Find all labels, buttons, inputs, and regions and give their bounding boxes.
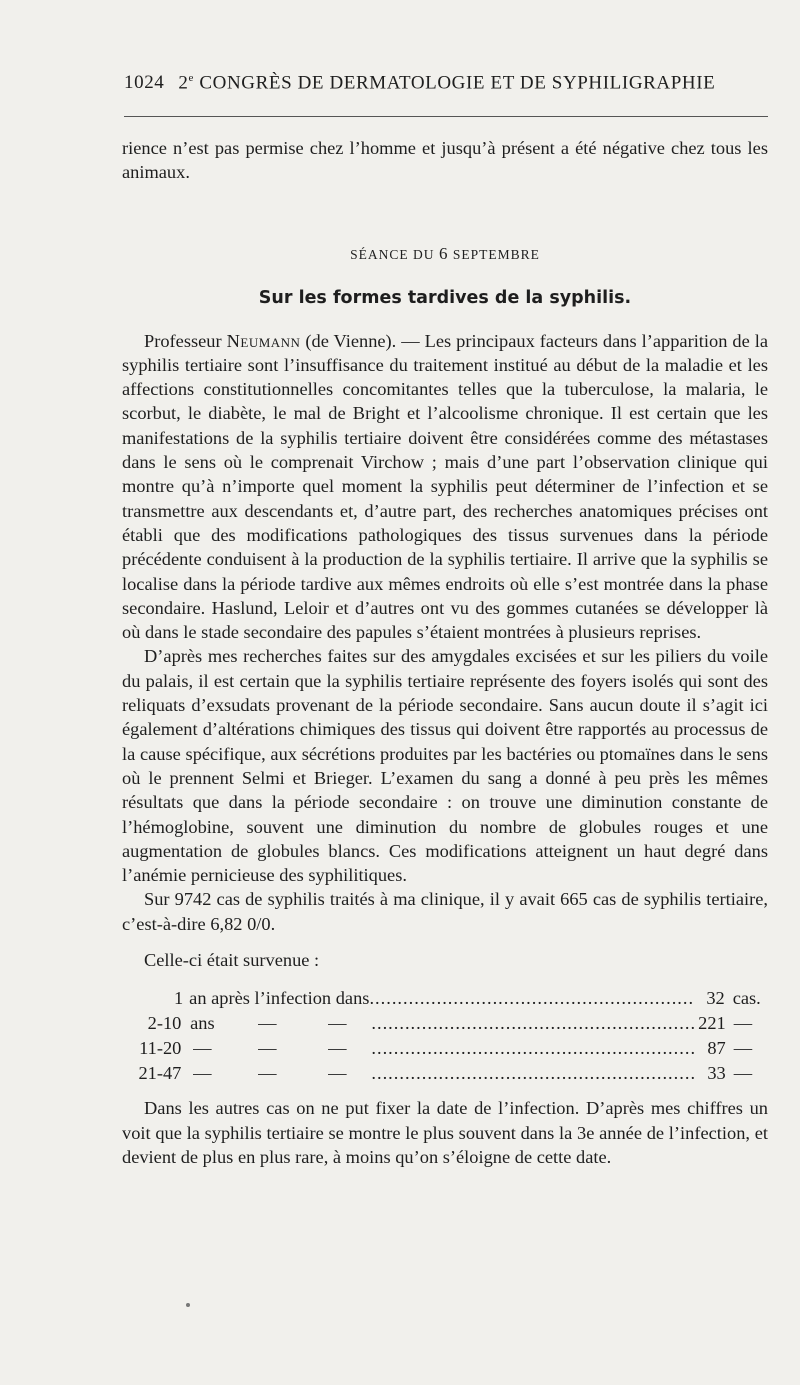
row-unit: cas. [732, 988, 761, 1009]
page-number: 1024 [124, 72, 165, 94]
article-title: Sur les formes tardives de la syphilis. [258, 287, 632, 308]
table-row [122, 1036, 768, 1061]
leader-dots: .......................................................... [371, 1063, 697, 1084]
author-name: Neumann [226, 330, 301, 351]
table-row [122, 1011, 768, 1036]
row-label-text: — [193, 1063, 212, 1084]
row-value: 33 [707, 1063, 726, 1084]
row-unit: — [733, 1013, 753, 1034]
session-heading [122, 244, 768, 265]
row-years: 2-10 [147, 1013, 182, 1034]
table-row [122, 986, 768, 1011]
row-label [187, 1011, 357, 1035]
ditto-dash: — [258, 1013, 277, 1034]
row-value: 221 [698, 1013, 726, 1034]
leader-dots: .......................................................... [369, 988, 695, 1009]
intro-paragraph: rience n’est pas permise chez l’homme et jusqu’à présent a été négative chez tous les animaux. [122, 138, 768, 183]
p1-lead: Professeur [144, 330, 227, 351]
paragraph-5: Dans les autres cas on ne put fixer la date de l’infection. D’après mes chiffres un voit que la syphilis tertiaire se montre le plus souvent dans la 3e année de l’infection, et devient de plus en plus rare, à moins qu’on s’éloigne de cette date. [122, 1098, 768, 1167]
ditto-dash: — [328, 1013, 347, 1034]
table-row [122, 1061, 768, 1086]
leader-dots: .......................................................... [371, 1038, 697, 1059]
onset-table [122, 986, 768, 1086]
row-unit: — [733, 1063, 753, 1084]
ditto-dash: — [258, 1038, 277, 1059]
paragraph-2: D’après mes recherches faites sur des amygdales excisées et sur les piliers du voile du palais, il est certain que la syphilis tertiaire représente des foyers isolés qui sont des reliquats d’exsudats provenant de la période secondaire. Sans aucun doute il s’agit ici également d’altérations chimiques des tissus qui doivent être rapportés au processus de la cause spécifique, aux sécrétions produites par les bactéries ou ptomaïnes dans le sens où le prennent Selmi et Brieger. L’examen du sang a donné à peu près les mêmes résultats que dans la période secondaire : on trouve une diminution constante de l’hémoglobine, souvent une diminution du nombre de globules rouges et une augmentation de globules blancs. Ces modifications atteignent un haut degré dans l’anémie pernicieuse des syphilitiques. [122, 646, 768, 886]
header-title: CONGRÈS DE DERMATOLOGIE ET DE SYPHILIGRAPHIE [194, 72, 716, 94]
row-value: 32 [706, 988, 725, 1009]
row-label [187, 1036, 357, 1060]
row-label [187, 1061, 357, 1085]
paper-speck [186, 1303, 190, 1307]
paragraph-3: Sur 9742 cas de syphilis traités à ma clinique, il y avait 665 cas de syphilis tertiaire, c’est-à-dire 6,82 0/0. [122, 889, 768, 934]
row-unit: — [733, 1038, 753, 1059]
row-label-text: ans [190, 1013, 215, 1034]
row-label: an après l’infection dans [189, 988, 370, 1009]
header-title-prefix: 2 [178, 72, 189, 94]
header-rule [124, 116, 768, 117]
ditto-dash: — [328, 1038, 347, 1059]
row-years: 11-20 [139, 1038, 182, 1059]
p1-text: (de Vienne). — Les principaux facteurs dans l’apparition de la syphilis tertiaire sont l’insuffisance du traitement institué au début de la maladie et les affections constitutionnelles concomitantes telles que la tuberculose, la malaria, le scorbut, le diabète, le mal de Bright et l’alcoolisme chronique. Il est certain que les manifestations de la syphilis tertiaire doivent être considérées comme des métastases dans le sens où le comprenait Virchow ; mais d’une part l’observation clinique qui montre qu’à n’importe quel moment la syphilis peut déterminer de l’infection et se transmettre aux descendants et, d’autre part, des recherches anatomiques précises ont établi que des modifications pathologiques des tissus survenues dans la période précédente conduisent à la production de la syphilis tertiaire. Il arrive que la syphilis se localise dans la période tardive aux mêmes endroits où elle s’est montrée dans la phase secondaire. Haslund, Leloir et d’autres ont vu des gommes cutanées se développer là où dans le stade secondaire des papules s’étaient montrées à plusieurs reprises. [122, 330, 768, 643]
paragraph-1 [122, 329, 768, 645]
running-header [124, 72, 744, 94]
row-years: 21-47 [138, 1063, 182, 1084]
session-month: SEPTEMBRE [452, 246, 540, 262]
row-value: 87 [707, 1038, 726, 1059]
ditto-dash: — [258, 1063, 277, 1084]
header-title-sup: e [188, 72, 194, 84]
ditto-dash: — [328, 1063, 347, 1084]
leader-dots: .......................................................... [371, 1013, 697, 1034]
session-label: SÉANCE DU [350, 246, 435, 262]
row-label-text: — [193, 1038, 212, 1059]
paragraph-4: Celle-ci était survenue : [144, 950, 320, 971]
body-text [122, 136, 768, 1169]
session-day: 6 [438, 243, 449, 263]
row-years: 1 [173, 988, 184, 1009]
